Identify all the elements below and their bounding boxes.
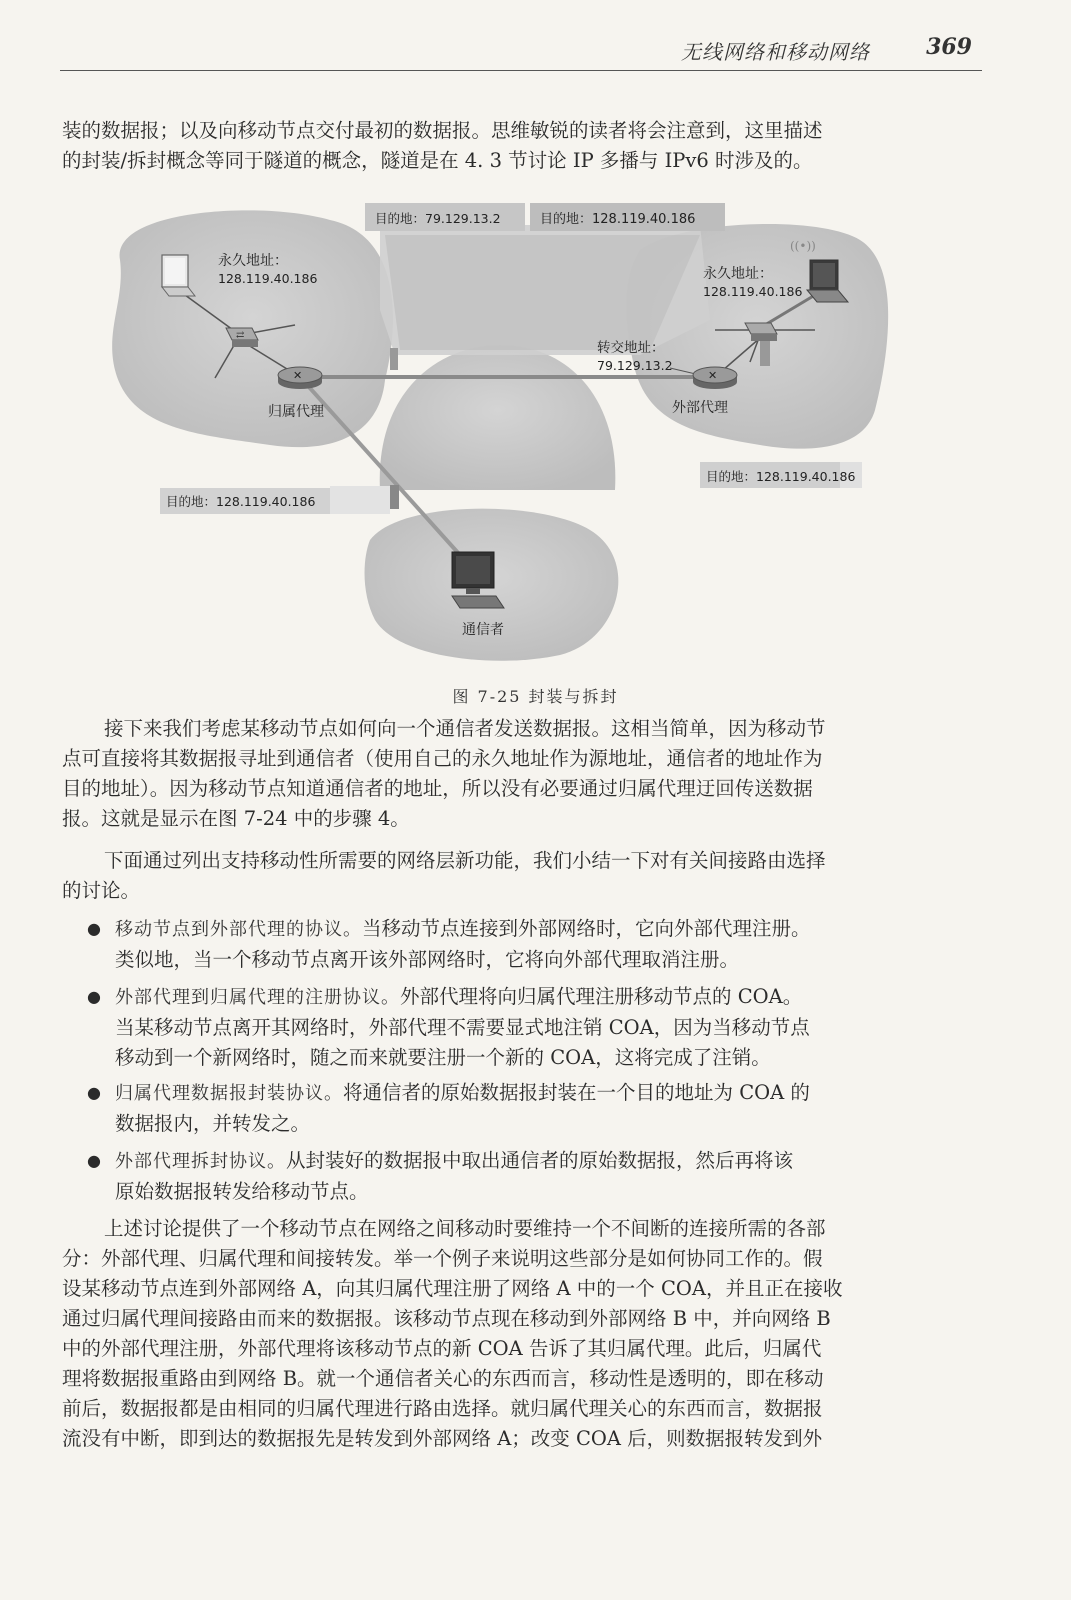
list-item bbox=[87, 914, 983, 975]
internet-cloud bbox=[380, 345, 616, 490]
dest-perm-left-label: 目的地：128.119.40.186 bbox=[166, 494, 316, 509]
paragraph-summary bbox=[62, 846, 982, 906]
list-item bbox=[87, 982, 983, 1073]
text-line: 点可直接将其数据报寻址到通信者（使用自己的永久地址作为源地址，通信者的地址作为 bbox=[62, 747, 823, 770]
bullet-lead: 移动节点到外部代理的协议。 bbox=[115, 919, 362, 940]
text-line: 理将数据报重路由到网络 B。就一个通信者关心的东西而言，移动性是透明的，即在移动 bbox=[62, 1367, 824, 1390]
perm-addr-right-label: 永久地址： bbox=[703, 266, 773, 282]
coa-value: 79.129.13.2 bbox=[597, 358, 673, 373]
wireless-icon: ((•)) bbox=[790, 239, 816, 253]
bullet-icon: ● bbox=[87, 919, 101, 938]
bullet-text: 数据报内，并转发之。 bbox=[115, 1112, 311, 1135]
home-agent-router-icon bbox=[278, 367, 322, 389]
bullet-text: 类似地，当一个移动节点离开该外部网络时，它将向外部代理取消注册。 bbox=[115, 948, 740, 971]
paragraph-example bbox=[62, 1214, 982, 1454]
bullet-text: 从封装好的数据报中取出通信者的原始数据报，然后再将该 bbox=[286, 1149, 794, 1172]
text-line: 下面通过列出支持移动性所需要的网络层新功能，我们小结一下对有关间接路由选择 bbox=[104, 849, 826, 872]
coa-label: 转交地址： bbox=[597, 340, 665, 356]
bullet-text: 当某移动节点离开其网络时，外部代理不需要显式地注销 COA，因为当移动节点 bbox=[115, 1016, 810, 1039]
bullet-text: 当移动节点连接到外部网络时，它向外部代理注册。 bbox=[362, 917, 811, 940]
svg-text:✕: ✕ bbox=[293, 369, 303, 382]
text-line: 装的数据报；以及向移动节点交付最初的数据报。思维敏锐的读者将会注意到，这里描述 bbox=[62, 119, 823, 142]
bullet-icon: ● bbox=[87, 987, 101, 1006]
foreign-agent-router-icon bbox=[693, 367, 737, 389]
correspondent-label: 通信者 bbox=[462, 622, 504, 638]
bullet-text: 将通信者的原始数据报封装在一个目的地址为 COA 的 bbox=[343, 1081, 810, 1104]
bullet-lead: 归属代理数据报封装协议。 bbox=[115, 1083, 343, 1104]
page-number: 369 bbox=[926, 34, 972, 60]
bullet-icon: ● bbox=[87, 1083, 101, 1102]
text-line: 流没有中断，即到达的数据报先是转发到外部网络 A；改变 COA 后，则数据报转发到外 bbox=[62, 1427, 823, 1450]
text-line: 设某移动节点连到外部网络 A，向其归属代理注册了网络 A 中的一个 COA，并且正在接收 bbox=[62, 1277, 843, 1300]
bullet-text: 移动到一个新网络时，随之而来就要注册一个新的 COA，这将完成了注销。 bbox=[115, 1046, 771, 1069]
text-line: 目的地址）。因为移动节点知道通信者的地址，所以没有必要通过归属代理迂回传送数据 bbox=[62, 777, 813, 800]
paragraph-sending bbox=[62, 714, 982, 834]
text-line: 中的外部代理注册，外部代理将该移动节点的新 COA 告诉了其归属代理。此后，归属代 bbox=[62, 1337, 822, 1360]
bullet-lead: 外部代理拆封协议。 bbox=[115, 1151, 286, 1172]
foreign-agent-label: 外部代理 bbox=[672, 400, 728, 416]
bullet-icon: ● bbox=[87, 1151, 101, 1170]
figure-caption: 图 7-25 封装与拆封 bbox=[452, 687, 619, 706]
text-line: 的讨论。 bbox=[62, 879, 141, 902]
chapter-title: 无线网络和移动网络 bbox=[681, 40, 870, 64]
text-line: 上述讨论提供了一个移动节点在网络之间移动时要维持一个不间断的连接所需的各部 bbox=[104, 1217, 826, 1240]
perm-addr-right-value: 128.119.40.186 bbox=[703, 284, 803, 299]
intro-paragraph bbox=[62, 116, 982, 176]
list-item bbox=[87, 1078, 983, 1139]
dest-perm-right-label: 目的地：128.119.40.186 bbox=[706, 469, 856, 484]
encapsulation-figure bbox=[100, 200, 960, 670]
perm-addr-left-value: 128.119.40.186 bbox=[218, 271, 318, 286]
svg-text:✕: ✕ bbox=[708, 369, 718, 382]
perm-addr-left-label: 永久地址： bbox=[218, 253, 288, 269]
list-item bbox=[87, 1146, 983, 1207]
text-line: 的封装/拆封概念等同于隧道的概念，隧道是在 4. 3 节讨论 IP 多播与 IPv6 时涉及的。 bbox=[62, 149, 813, 172]
bullet-text: 外部代理将向归属代理注册移动节点的 COA。 bbox=[400, 985, 803, 1008]
text-line: 报。这就是显示在图 7-24 中的步骤 4。 bbox=[62, 807, 410, 830]
bullet-text: 原始数据报转发给移动节点。 bbox=[115, 1180, 369, 1203]
running-header bbox=[60, 36, 982, 71]
dest-coa-label: 目的地：79.129.13.2 bbox=[375, 211, 501, 226]
text-line: 通过归属代理间接路由而来的数据报。该移动节点现在移动到外部网络 B 中，并向网络 B bbox=[62, 1307, 831, 1330]
bullet-lead: 外部代理到归属代理的注册协议。 bbox=[115, 987, 400, 1008]
home-agent-label: 归属代理 bbox=[268, 404, 324, 420]
text-line: 前后，数据报都是由相同的归属代理进行路由选择。就归属代理关心的东西而言，数据报 bbox=[62, 1397, 823, 1420]
text-line: 分：外部代理、归属代理和间接转发。举一个例子来说明这些部分是如何协同工作的。假 bbox=[62, 1247, 823, 1270]
svg-text:⇄: ⇄ bbox=[236, 330, 245, 341]
text-line: 接下来我们考虑某移动节点如何向一个通信者发送数据报。这相当简单，因为移动节 bbox=[104, 717, 826, 740]
dest-perm-top-label: 目的地：128.119.40.186 bbox=[540, 212, 696, 227]
